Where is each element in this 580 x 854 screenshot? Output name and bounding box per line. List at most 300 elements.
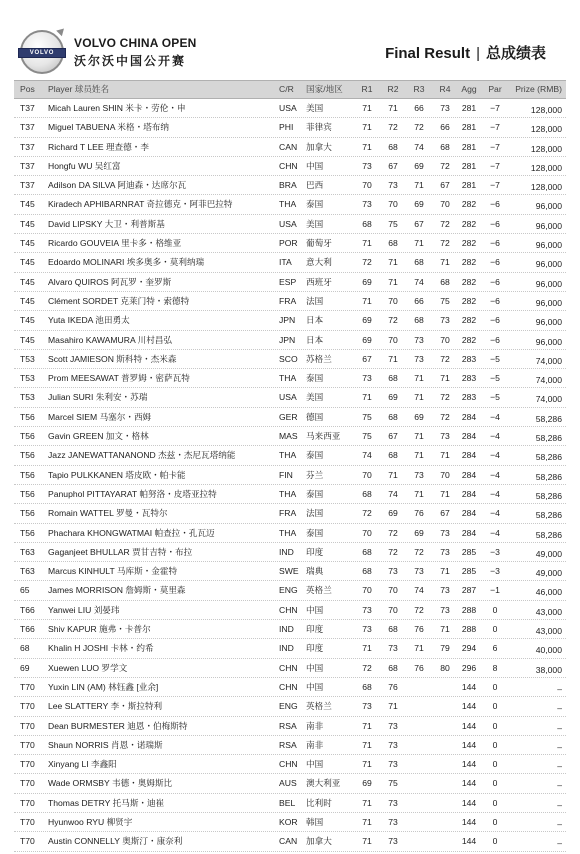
cell-prize: 40,000 — [535, 645, 562, 656]
cell-agg: 296 — [461, 662, 477, 673]
cell-prize: 96,000 — [535, 201, 562, 212]
cell-r1: 68 — [362, 218, 372, 229]
table-row — [14, 157, 566, 176]
cell-r2: 72 — [388, 122, 398, 133]
cell-pos: T37 — [20, 103, 35, 113]
cell-r1: 73 — [362, 160, 372, 171]
cell-prize: – — [557, 703, 562, 714]
cell-player: Gavin GREEN 加文・格林 — [48, 431, 149, 442]
cell-r1: 71 — [362, 122, 372, 133]
cell-agg: 284 — [461, 431, 477, 442]
cell-player: Xuewen LUO 罗学文 — [48, 662, 128, 673]
cell-nationality: 泰国 — [306, 488, 324, 499]
cell-country-code: FRA — [279, 508, 297, 519]
cell-country-code: JPN — [279, 315, 296, 326]
table-row — [14, 774, 566, 793]
cell-r2: 73 — [388, 566, 398, 577]
cell-player: Yanwei LIU 刘晏玮 — [48, 604, 120, 615]
cell-r4: 71 — [440, 488, 450, 499]
cell-pos: T45 — [20, 276, 35, 287]
cell-nationality: 印度 — [306, 643, 324, 654]
cell-pos: T45 — [20, 199, 35, 210]
event-title-cn: 沃尔沃中国公开赛 — [74, 54, 187, 68]
cell-par: −6 — [490, 295, 500, 306]
col-header-r2: R2 — [387, 84, 399, 94]
table-row — [14, 639, 566, 658]
cell-r4: 66 — [440, 122, 450, 133]
cell-player: Dean BURMESTER 迪恩・伯梅斯特 — [48, 720, 188, 731]
cell-agg: 282 — [461, 218, 477, 229]
col-header-pos: Pos — [20, 84, 35, 94]
cell-par: 0 — [492, 624, 498, 635]
table-row — [14, 794, 566, 813]
col-header-agg: Agg — [461, 84, 477, 94]
cell-r3: 71 — [414, 238, 424, 249]
cell-pos: T66 — [20, 624, 35, 635]
cell-r1: 73 — [362, 701, 372, 712]
cell-country-code: RSA — [279, 739, 297, 750]
cell-r4: 70 — [440, 469, 450, 480]
cell-nationality: 美国 — [306, 218, 324, 229]
table-row — [14, 543, 566, 562]
cell-nationality: 韩国 — [306, 816, 324, 827]
cell-r4: 71 — [440, 624, 450, 635]
cell-r4: 71 — [440, 450, 450, 461]
table-row — [14, 292, 566, 311]
cell-r1: 75 — [362, 431, 372, 442]
cell-prize: – — [557, 799, 562, 810]
cell-par: −4 — [490, 527, 500, 538]
cell-par: −6 — [490, 238, 500, 249]
cell-player: David LIPSKY 大卫・利普斯基 — [48, 218, 165, 229]
cell-country-code: RSA — [279, 720, 297, 731]
cell-agg: 282 — [461, 334, 477, 345]
cell-player: Panuphol PITTAYARAT 帕努洛・皮塔亚拉特 — [48, 488, 217, 499]
cell-prize: 96,000 — [535, 259, 562, 270]
cell-par: −6 — [490, 315, 500, 326]
cell-r3: 73 — [414, 566, 424, 577]
cell-player: Kiradech APHIBARNRAT 奇拉德克・阿菲巴拉特 — [48, 199, 233, 210]
table-row — [14, 138, 566, 157]
table-row — [14, 562, 566, 581]
cell-r3: 73 — [414, 334, 424, 345]
cell-pos: T56 — [20, 469, 35, 480]
cell-r2: 70 — [388, 604, 398, 615]
cell-agg: 282 — [461, 199, 477, 210]
cell-player: Julian SURI 朱利安・苏瑞 — [48, 392, 148, 403]
cell-par: 0 — [492, 836, 498, 847]
cell-prize: 74,000 — [535, 394, 562, 405]
col-header-r1: R1 — [361, 84, 373, 94]
cell-r2: 73 — [388, 816, 398, 827]
cell-prize: 96,000 — [535, 336, 562, 347]
table-body — [14, 99, 566, 852]
cell-country-code: AUS — [279, 778, 297, 789]
cell-r3: 71 — [414, 431, 424, 442]
cell-player: Miguel TABUENA 米格・塔布纳 — [48, 122, 169, 133]
cell-nationality: 中国 — [306, 662, 324, 673]
cell-pos: T70 — [20, 681, 35, 692]
cell-r3: 72 — [414, 546, 424, 557]
logo-wordmark: VOLVO — [18, 48, 66, 58]
cell-nationality: 美国 — [306, 103, 324, 113]
cell-prize: 74,000 — [535, 375, 562, 386]
cell-r2: 71 — [388, 353, 398, 364]
cell-country-code: CHN — [279, 160, 298, 171]
cell-par: −4 — [490, 508, 500, 519]
cell-par: 0 — [492, 604, 498, 615]
table-row — [14, 215, 566, 234]
cell-player: Wade ORMSBY 韦德・奥姆斯比 — [48, 778, 173, 789]
cell-r2: 70 — [388, 295, 398, 306]
cell-country-code: CHN — [279, 681, 298, 692]
cell-nationality: 巴西 — [306, 180, 324, 191]
cell-agg: 144 — [461, 701, 477, 712]
cell-nationality: 比利时 — [306, 797, 332, 808]
cell-prize: 128,000 — [530, 182, 562, 193]
cell-r2: 72 — [388, 315, 398, 326]
cell-player: Clément SORDET 克莱门特・索德特 — [48, 295, 190, 306]
cell-r2: 73 — [388, 720, 398, 731]
table-row — [14, 273, 566, 292]
cell-par: −6 — [490, 276, 500, 287]
cell-r1: 67 — [362, 353, 372, 364]
cell-r2: 69 — [388, 508, 398, 519]
cell-pos: 68 — [20, 643, 30, 654]
cell-player: Lee SLATTERY 李・斯拉特利 — [48, 701, 163, 712]
cell-player: Marcel SIEM 马塞尔・西姆 — [48, 411, 152, 422]
cell-pos: T45 — [20, 295, 35, 306]
cell-r2: 68 — [388, 373, 398, 384]
cell-agg: 144 — [461, 681, 477, 692]
cell-pos: T45 — [20, 238, 35, 249]
table-row — [14, 736, 566, 755]
table-header-row — [14, 80, 566, 99]
cell-prize: 46,000 — [535, 587, 562, 598]
cell-prize: 128,000 — [530, 143, 562, 154]
cell-par: −4 — [490, 411, 500, 422]
cell-r4: 72 — [440, 160, 450, 171]
cell-r3: 74 — [414, 276, 424, 287]
cell-par: −7 — [490, 103, 500, 113]
cell-r1: 71 — [362, 392, 372, 403]
cell-agg: 283 — [461, 392, 477, 403]
cell-agg: 144 — [461, 778, 477, 789]
cell-prize: 58,286 — [535, 529, 562, 540]
cell-par: −6 — [490, 199, 500, 210]
cell-player: Prom MEESAWAT 普罗姆・密萨瓦特 — [48, 373, 190, 384]
cell-country-code: ITA — [279, 257, 292, 268]
cell-r3: 71 — [414, 643, 424, 654]
cell-player: Tapio PULKKANEN 塔皮欧・帕卡能 — [48, 469, 186, 480]
cell-agg: 281 — [461, 103, 477, 113]
cell-r1: 71 — [362, 739, 372, 750]
cell-country-code: USA — [279, 218, 297, 229]
cell-r4: 75 — [440, 295, 450, 306]
cell-r1: 69 — [362, 334, 372, 345]
cell-pos: T56 — [20, 450, 35, 461]
cell-agg: 284 — [461, 411, 477, 422]
cell-r4: 73 — [440, 527, 450, 538]
cell-r3: 73 — [414, 469, 424, 480]
cell-player: Romain WATTEL 罗曼・瓦特尔 — [48, 508, 168, 519]
cell-par: 0 — [492, 681, 498, 692]
table-row — [14, 234, 566, 253]
cell-country-code: ENG — [279, 701, 298, 712]
cell-r3: 71 — [414, 392, 424, 403]
cell-country-code: CAN — [279, 141, 298, 152]
cell-agg: 284 — [461, 488, 477, 499]
cell-r4: 73 — [440, 546, 450, 557]
cell-r4: 73 — [440, 103, 450, 113]
cell-pos: T37 — [20, 122, 35, 133]
results-table — [14, 80, 566, 852]
table-row — [14, 369, 566, 388]
cell-agg: 144 — [461, 720, 477, 731]
cell-nationality: 中国 — [306, 604, 324, 615]
cell-agg: 285 — [461, 566, 477, 577]
cell-country-code: IND — [279, 546, 294, 557]
cell-r2: 70 — [388, 334, 398, 345]
cell-pos: T45 — [20, 334, 35, 345]
cell-nationality: 泰国 — [306, 450, 324, 461]
cell-pos: T45 — [20, 218, 35, 229]
cell-nationality: 美国 — [306, 392, 324, 403]
cell-nationality: 泰国 — [306, 527, 324, 538]
table-row — [14, 485, 566, 504]
cell-country-code: THA — [279, 450, 297, 461]
cell-pos: T70 — [20, 778, 35, 789]
cell-r2: 73 — [388, 759, 398, 770]
cell-nationality: 中国 — [306, 681, 324, 692]
cell-pos: T56 — [20, 527, 35, 538]
cell-r1: 68 — [362, 681, 372, 692]
cell-r4: 72 — [440, 238, 450, 249]
cell-r1: 72 — [362, 508, 372, 519]
cell-r2: 71 — [388, 469, 398, 480]
cell-country-code: ENG — [279, 585, 298, 596]
cell-prize: 49,000 — [535, 568, 562, 579]
cell-par: −1 — [490, 585, 500, 596]
table-row — [14, 253, 566, 272]
cell-country-code: PHI — [279, 122, 294, 133]
cell-prize: – — [557, 780, 562, 791]
cell-par: 6 — [492, 643, 498, 654]
cell-r2: 68 — [388, 450, 398, 461]
cell-r1: 71 — [362, 759, 372, 770]
cell-r4: 71 — [440, 373, 450, 384]
table-row — [14, 755, 566, 774]
table-row — [14, 311, 566, 330]
cell-prize: – — [557, 722, 562, 733]
cell-nationality: 德国 — [306, 411, 324, 422]
cell-pos: T37 — [20, 160, 35, 171]
cell-r3: 73 — [414, 353, 424, 364]
cell-r2: 73 — [388, 739, 398, 750]
table-row — [14, 99, 566, 118]
cell-player: Marcus KINHULT 马库斯・金霍特 — [48, 566, 178, 577]
cell-player: Gaganjeet BHULLAR 贾甘吉特・布拉 — [48, 546, 193, 557]
cell-nationality: 泰国 — [306, 373, 324, 384]
cell-nationality: 法国 — [306, 295, 324, 306]
cell-r3: 71 — [414, 450, 424, 461]
cell-par: 0 — [492, 701, 498, 712]
cell-r3: 71 — [414, 180, 424, 191]
cell-r4: 70 — [440, 199, 450, 210]
cell-prize: 43,000 — [535, 626, 562, 637]
cell-r4: 71 — [440, 566, 450, 577]
cell-agg: 288 — [461, 624, 477, 635]
cell-r4: 80 — [440, 662, 450, 673]
cell-r4: 73 — [440, 315, 450, 326]
cell-par: 0 — [492, 778, 498, 789]
cell-r4: 73 — [440, 431, 450, 442]
cell-prize: 49,000 — [535, 548, 562, 559]
table-row — [14, 388, 566, 407]
cell-country-code: MAS — [279, 431, 298, 442]
cell-nationality: 英格兰 — [306, 701, 332, 712]
table-row — [14, 678, 566, 697]
cell-r1: 68 — [362, 488, 372, 499]
cell-nationality: 泰国 — [306, 199, 324, 210]
cell-r1: 73 — [362, 604, 372, 615]
cell-r3: 71 — [414, 488, 424, 499]
col-header-r3: R3 — [413, 84, 425, 94]
cell-player: Shaun NORRIS 肖恩・诺瑞斯 — [48, 739, 163, 750]
cell-nationality: 菲律宾 — [306, 122, 332, 133]
cell-country-code: THA — [279, 373, 297, 384]
cell-r4: 70 — [440, 334, 450, 345]
cell-r1: 69 — [362, 276, 372, 287]
cell-player: Xinyang LI 李鑫阳 — [48, 759, 117, 770]
cell-r1: 71 — [362, 238, 372, 249]
cell-r4: 72 — [440, 218, 450, 229]
cell-par: 0 — [492, 739, 498, 750]
table-row — [14, 659, 566, 678]
cell-r3: 74 — [414, 585, 424, 596]
cell-player: James MORRISON 詹姆斯・莫里森 — [48, 585, 186, 596]
cell-agg: 285 — [461, 546, 477, 557]
cell-nationality: 印度 — [306, 624, 324, 635]
cell-r2: 70 — [388, 585, 398, 596]
table-row — [14, 524, 566, 543]
cell-country-code: POR — [279, 238, 298, 249]
cell-agg: 283 — [461, 373, 477, 384]
cell-r4: 79 — [440, 643, 450, 654]
cell-r2: 68 — [388, 141, 398, 152]
logo-arrow-icon — [56, 26, 67, 37]
cell-player: Jazz JANEWATTANANOND 杰兹・杰尼瓦塔纳能 — [48, 450, 236, 461]
cell-agg: 281 — [461, 122, 477, 133]
cell-player: Edoardo MOLINARI 埃多奥多・莫利纳瑞 — [48, 257, 205, 268]
cell-country-code: KOR — [279, 816, 298, 827]
cell-par: −6 — [490, 334, 500, 345]
cell-r3: 72 — [414, 122, 424, 133]
cell-r1: 70 — [362, 527, 372, 538]
table-row — [14, 504, 566, 523]
cell-r2: 71 — [388, 276, 398, 287]
cell-agg: 144 — [461, 816, 477, 827]
cell-pos: T66 — [20, 604, 35, 615]
cell-par: −7 — [490, 141, 500, 152]
col-header-nationality: 国家/地区 — [306, 84, 343, 94]
table-row — [14, 408, 566, 427]
cell-pos: T56 — [20, 431, 35, 442]
cell-r1: 68 — [362, 566, 372, 577]
cell-agg: 282 — [461, 295, 477, 306]
cell-player: Khalin H JOSHI 卡林・约希 — [48, 643, 154, 654]
cell-nationality: 印度 — [306, 546, 324, 557]
result-title-separator: | — [476, 45, 480, 62]
cell-r2: 68 — [388, 662, 398, 673]
table-row — [14, 717, 566, 736]
cell-par: 0 — [492, 720, 498, 731]
table-row — [14, 118, 566, 137]
cell-r1: 72 — [362, 257, 372, 268]
cell-prize: 128,000 — [530, 124, 562, 135]
cell-agg: 284 — [461, 508, 477, 519]
cell-pos: 69 — [20, 662, 30, 673]
cell-r1: 71 — [362, 643, 372, 654]
cell-r4: 68 — [440, 141, 450, 152]
cell-par: −4 — [490, 488, 500, 499]
cell-r2: 72 — [388, 546, 398, 557]
result-title-en: Final Result — [385, 45, 471, 62]
cell-nationality: 澳大利亚 — [306, 778, 341, 789]
cell-r1: 71 — [362, 816, 372, 827]
cell-r1: 72 — [362, 662, 372, 673]
cell-country-code: CHN — [279, 759, 298, 770]
cell-r1: 75 — [362, 411, 372, 422]
cell-r1: 70 — [362, 469, 372, 480]
cell-r4: 67 — [440, 508, 450, 519]
cell-r1: 70 — [362, 180, 372, 191]
document-header — [0, 0, 580, 80]
cell-pos: T70 — [20, 797, 35, 808]
cell-pos: T70 — [20, 720, 35, 731]
cell-player: Richard T LEE 理查德・李 — [48, 141, 149, 152]
cell-agg: 281 — [461, 180, 477, 191]
cell-pos: T37 — [20, 141, 35, 152]
cell-r1: 69 — [362, 778, 372, 789]
cell-country-code: THA — [279, 199, 297, 210]
cell-pos: T37 — [20, 180, 35, 191]
cell-agg: 281 — [461, 141, 477, 152]
cell-prize: 96,000 — [535, 317, 562, 328]
cell-pos: T70 — [20, 836, 35, 847]
cell-country-code: THA — [279, 527, 297, 538]
cell-player: Austin CONNELLY 奥斯汀・康奈利 — [48, 836, 183, 847]
event-title-en: VOLVO CHINA OPEN — [74, 36, 197, 50]
col-header-cr: C/R — [279, 84, 294, 94]
cell-prize: 38,000 — [535, 664, 562, 675]
cell-r2: 73 — [388, 836, 398, 847]
table-row — [14, 427, 566, 446]
cell-r4: 73 — [440, 604, 450, 615]
table-row — [14, 601, 566, 620]
cell-r1: 74 — [362, 450, 372, 461]
cell-country-code: IND — [279, 643, 294, 654]
cell-prize: 58,286 — [535, 413, 562, 424]
cell-r3: 68 — [414, 315, 424, 326]
cell-nationality: 日本 — [306, 315, 324, 326]
cell-prize: 58,286 — [535, 490, 562, 501]
cell-nationality: 南非 — [306, 720, 324, 731]
cell-agg: 283 — [461, 353, 477, 364]
cell-country-code: BEL — [279, 797, 296, 808]
cell-agg: 282 — [461, 315, 477, 326]
result-title-cn: 总成绩表 — [485, 45, 546, 62]
